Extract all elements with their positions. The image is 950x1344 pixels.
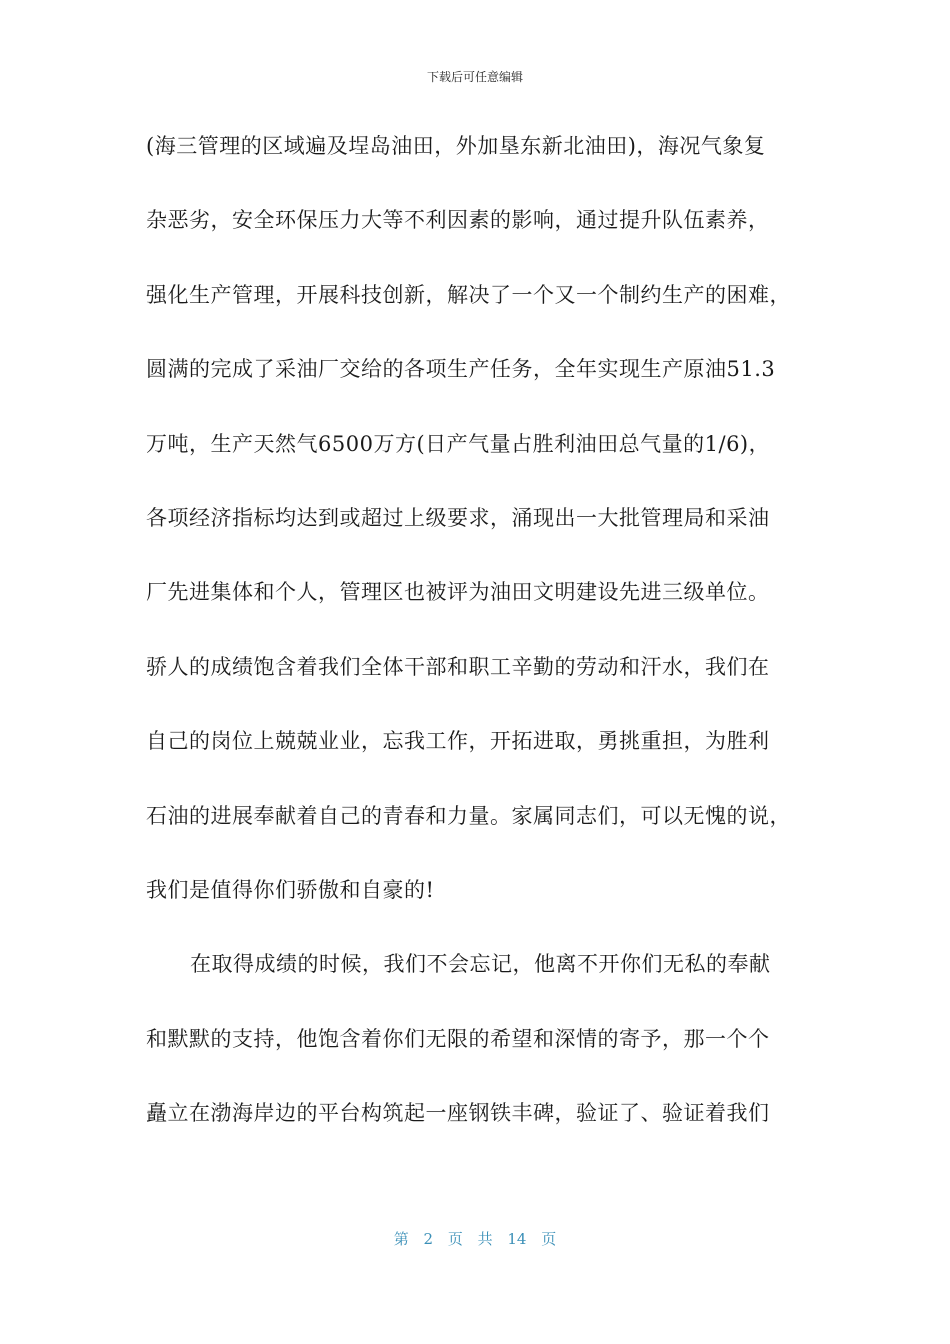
page-footer: 第 2 页 共 14 页 [393, 1230, 557, 1248]
text-line: 骄人的成绩饱含着我们全体干部和职工辛勤的劳动和汗水，我们在 [146, 654, 770, 679]
text-line: 强化生产管理，开展科技创新，解决了一个又一个制约生产的困难， [146, 282, 791, 307]
text-line: 厂先进集体和个人，管理区也被评为油田文明建设先进三级单位。 [146, 580, 770, 605]
page-header: 下载后可任意编辑 [426, 70, 523, 84]
text-line: (海三管理的区域遍及埕岛油田，外加垦东新北油田)，海况气象复 [146, 134, 766, 158]
text-line: 和默默的支持，他饱含着你们无限的希望和深情的寄予，那一个个 [146, 1026, 770, 1051]
text-line: 我们是值得你们骄傲和自豪的! [146, 877, 435, 902]
text-line: 杂恶劣，安全环保压力大等不利因素的影响，通过提升队伍素养， [146, 208, 770, 233]
document-body [146, 128, 816, 1169]
text-line: 矗立在渤海岸边的平台构筑起一座钢铁丰碑，验证了、验证着我们 [146, 1101, 770, 1126]
text-line: 圆满的完成了采油厂交给的各项生产任务，全年实现生产原油51.3 [146, 357, 776, 382]
text-line: 万吨，生产天然气6500万方(日产气量占胜利油田总气量的1/6)， [146, 431, 771, 456]
paragraph-start-line: 在取得成绩的时候，我们不会忘记，他离不开你们无私的奉献 [190, 952, 771, 977]
text-line: 自己的岗位上兢兢业业，忘我工作，开拓进取，勇挑重担，为胜利 [146, 729, 770, 754]
text-line: 石油的进展奉献着自己的青春和力量。家属同志们，可以无愧的说， [146, 803, 791, 828]
text-line: 各项经济指标均达到或超过上级要求，涌现出一大批管理局和采油 [146, 505, 770, 530]
